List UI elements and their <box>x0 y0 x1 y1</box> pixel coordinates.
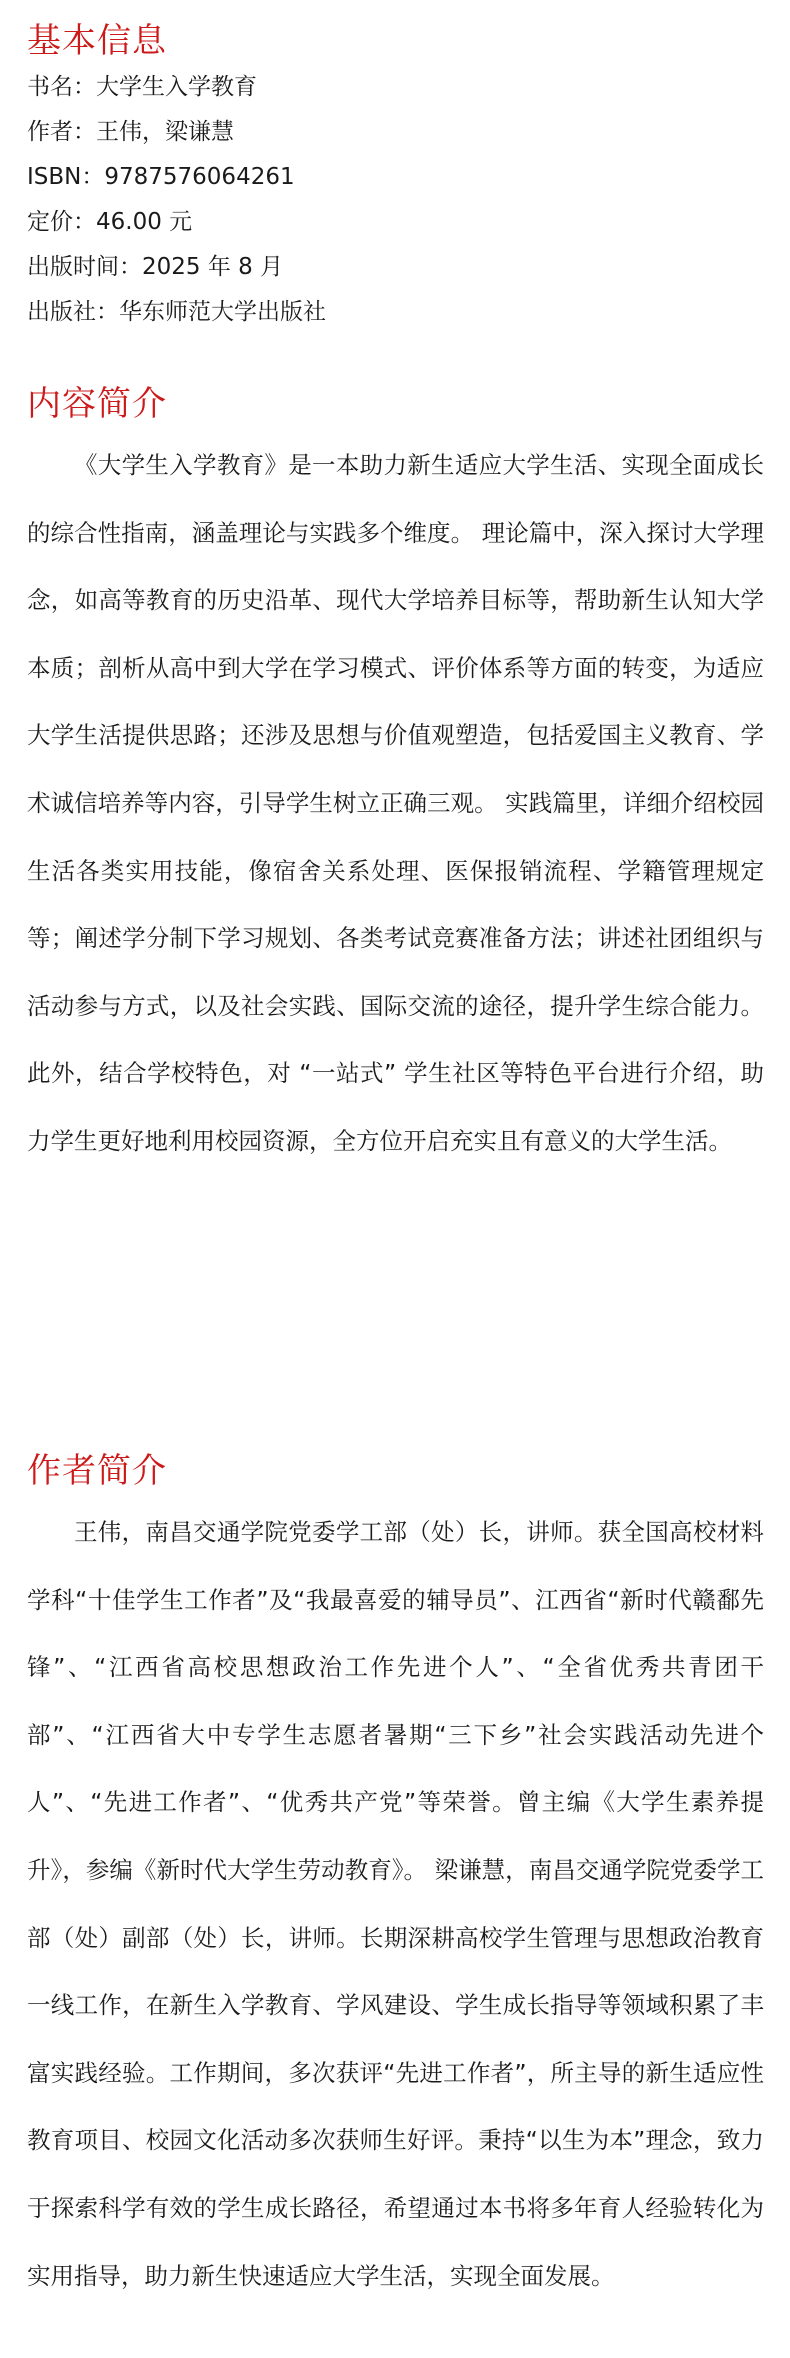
info-title-line: 书名：大学生入学教育 <box>27 74 257 100</box>
info-publisher-line: 出版社：华东师范大学出版社 <box>27 299 326 325</box>
info-author-line: 作者：王伟，梁谦慧 <box>27 119 234 145</box>
author-intro-heading: 作者简介 <box>27 1451 167 1491</box>
author-intro-paragraph: 王伟，南昌交通学院党委学工部（处）长，讲师。获全国高校材料学科“十佳学生工作者”及“我最喜爱的辅导员”、江西省“新时代赣鄱先锋”、“江西省高校思想政治工作先进个人”、“全省优秀共青团干部”、“江西省大中专学生志愿者暑期“三下乡”社会实践活动先进个人”、“先进工作者”、“优秀共产党”等荣誉。曾主编《大学生素养提升》，参编《新时代大学生劳动教育》。 梁谦慧，南昌交通学院党委学工部（处）副部（处）长，讲师。长期深耕高校学生管理与思想政治教育一线工作，在新生入学教育、学风建设、学生成长指导等领域积累了丰富实践经验。工作期间，多次获评“先进工作者”，所主导的新生适应性教育项目、校园文化活动多次获师生好评。秉持“以生为本”理念，致力于探索科学有效的学生成长路径，希望通过本书将多年育人经验转化为实用指导，助力新生快速适应大学生活，实现全面发展。 <box>27 1518 764 2290</box>
content-intro-paragraph: 《大学生入学教育》是一本助力新生适应大学生活、实现全面成长的综合性指南，涵盖理论与实践多个维度。 理论篇中，深入探讨大学理念，如高等教育的历史沿革、现代大学培养目标等，帮助新生认知大学本质；剖析从高中到大学在学习模式、评价体系等方面的转变，为适应大学生活提供思路；还涉及思想与价值观塑造，包括爱国主义教育、学术诚信培养等内容，引导学生树立正确三观。 实践篇里，详细介绍校园生活各类实用技能，像宿舍关系处理、医保报销流程、学籍管理规定等；阐述学分制下学习规划、各类考试竞赛准备方法；讲述社团组织与活动参与方式，以及社会实践、国际交流的途径，提升学生综合能力。此外，结合学校特色，对 “一站式” 学生社区等特色平台进行介绍，助力学生更好地利用校园资源，全方位开启充实且有意义的大学生活。 <box>27 451 764 1155</box>
info-price-line: 定价：46.00 元 <box>27 209 193 235</box>
basic-info-heading: 基本信息 <box>27 21 167 61</box>
content-intro-heading: 内容简介 <box>27 384 167 424</box>
info-isbn-line: ISBN：9787576064261 <box>27 164 295 190</box>
info-pubdate-line: 出版时间：2025 年 8 月 <box>27 254 284 280</box>
